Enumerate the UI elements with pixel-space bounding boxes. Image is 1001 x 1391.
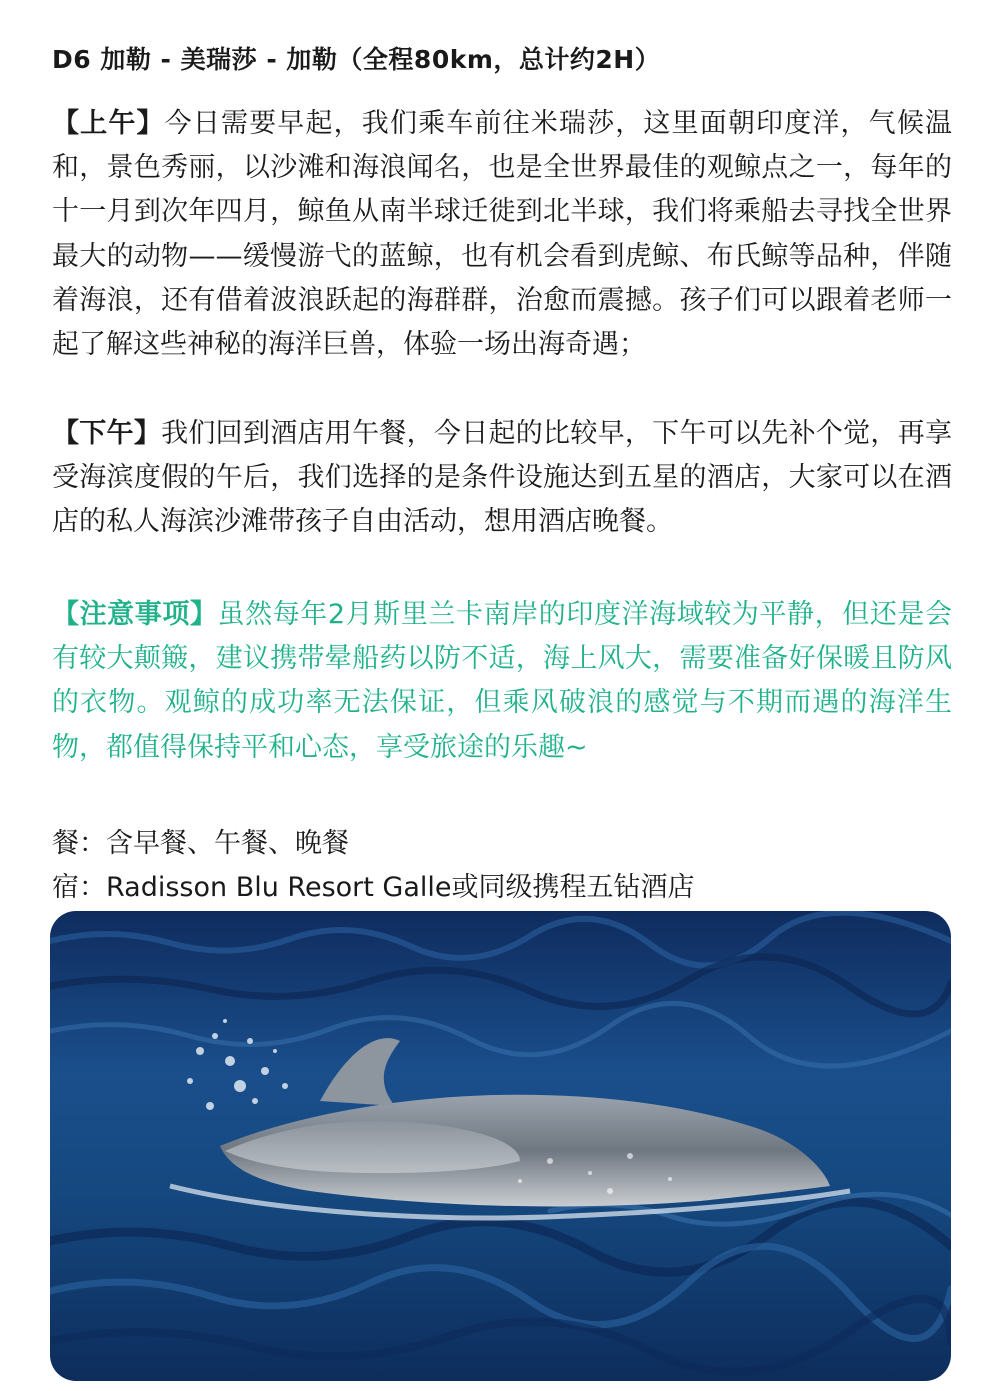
dolphin-ocean-illustration — [50, 911, 951, 1381]
morning-tag: 【上午】 — [52, 108, 165, 139]
meals-info: 餐：含早餐、午餐、晚餐 — [52, 828, 349, 859]
afternoon-paragraph — [52, 412, 952, 545]
notice-text: 虽然每年2月斯里兰卡南岸的印度洋海域较为平静，但还是会有较大颠簸，建议携带晕船药以防不适，海上风大，需要准备好保暖且防风的衣物。观鲸的成功率无法保证，但乘风破浪的感觉与不期而遇的海洋生物，都值得保持平和心态，享受旅途的乐趣~ — [52, 599, 952, 763]
afternoon-tag: 【下午】 — [52, 418, 162, 449]
hotel-info: 宿：Radisson Blu Resort Galle或同级携程五钻酒店 — [52, 872, 695, 903]
dolphin-photo — [50, 911, 951, 1381]
morning-paragraph — [52, 102, 952, 367]
notice-tag: 【注意事项】 — [52, 599, 218, 630]
afternoon-text: 我们回到酒店用午餐，今日起的比较早，下午可以先补个觉，再享受海滨度假的午后，我们选择的是条件设施达到五星的酒店，大家可以在酒店的私人海滨沙滩带孩子自由活动，想用酒店晚餐。 — [52, 418, 952, 538]
morning-text: 今日需要早起，我们乘车前往米瑞莎，这里面朝印度洋，气候温和，景色秀丽，以沙滩和海浪闻名，也是全世界最佳的观鲸点之一，每年的十一月到次年四月，鲸鱼从南半球迁徙到北半球，我们将乘船去寻找全世界最大的动物——缓慢游弋的蓝鲸，也有机会看到虎鲸、布氏鲸等品种，伴随着海浪，还有借着波浪跃起的海群群，治愈而震撼。孩子们可以跟着老师一起了解这些神秘的海洋巨兽，体验一场出海奇遇； — [52, 108, 953, 361]
day-title: D6 加勒 - 美瑞莎 - 加勒（全程80km，总计约2H） — [52, 45, 661, 74]
notice-paragraph — [52, 593, 952, 770]
